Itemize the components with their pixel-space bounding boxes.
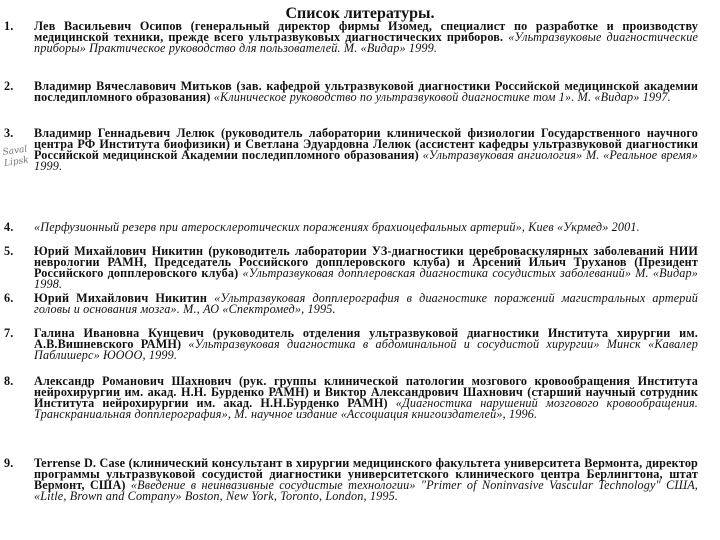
reference-number: 9. (4, 456, 14, 470)
reference-item (4, 291, 699, 317)
reference-authors: Владимир Вячеславович Митьков (зав. кафедрой ультразвуковой диагностики Российской медицинской академии последипломного образования) (34, 79, 698, 105)
reference-number: 1. (4, 19, 14, 33)
reference-authors: Юрий Михайлович Никитин (34, 291, 215, 305)
reference-work: «Ультразвуковая диагностика в абдоминальной и сосудистой хирургии» Минск «Кавалер Паблишерс» ЮООО, 1999. (34, 337, 698, 363)
reference-item (4, 220, 698, 234)
reference-authors: Юрий Михайлович Никитин (руководитель лаборатории УЗ-диагностики цереброваскулярных заболеваний НИИ неврологии РАМН, Председатель Российского допплеровского клуба) и Арсений Ильич Труханов (Президент Российского допплеровского клуба) (34, 244, 698, 281)
page-title: Список литературы. (285, 5, 435, 22)
margin-note-line: Saval (2, 144, 29, 158)
reference-number: 4. (4, 220, 14, 234)
reference-item (4, 19, 698, 56)
reference-item (4, 456, 699, 504)
reference-item (4, 326, 698, 363)
reference-item (4, 374, 698, 422)
reference-number: 3. (4, 126, 14, 140)
reference-work: «Диагностика нарушений мозгового кровообращения. Транскраниальная допплерография», М. научное издание «Ассоциация книгоиздателей», 1996. (34, 396, 698, 422)
reference-work: «Перфузионный резерв при атеросклеротических поражениях брахиоцефальных артерий», Киев «Укрмед» 2001. (34, 220, 640, 234)
reference-number: 5. (4, 244, 14, 258)
reference-work: «Ультразвуковая ангиология» М. «Реальное время» 1999. (34, 148, 698, 174)
reference-number: 7. (4, 326, 14, 340)
reference-number: 2. (4, 79, 14, 93)
reference-authors: Владимир Геннадьевич Лелюк (руководитель лаборатории клинической физиологии Государственного научного центра РФ Института биофизики) и Светлана Эдуардовна Лелюк (ассистент кафедры ультразвуковой диагностики Российской медицинской Академии последипломного образования) (34, 126, 698, 163)
reference-work: «Ультразвуковая допплерография в диагностике поражений магистральных артерий головы и основания мозга». М., АО «Спектромед», 1995. (34, 291, 699, 317)
reference-work: «Введение в неинвазивные сосудистые технологии» "Primer of Noninvasive Vascular Technology" США, «Litle, Brown and Company» Boston, New York, Toronto, London, 1995. (34, 478, 699, 504)
reference-authors: Александр Романович Шахнович (рук. группы клинической патологии мозгового кровообращения Института нейрохирургии им. акад. Н.Н. Бурденко РАМН) и Виктор Александрович Шахнович (старший научный сотрудник Института нейрохирургии им. акад. Н.Н.Бурденко РАМН) (34, 374, 698, 411)
reference-authors: Terrense D. Case (клинический консультант в хирургии медицинского факультета университета Вермонта, директор программы ультразвуковой сосудистой диагностики университетского клинического центра Берлингтона, штат Вермонт, США) (34, 456, 698, 493)
margin-note-line: Lipsk (3, 155, 30, 169)
handwritten-margin-note (2, 145, 30, 170)
reference-number: 6. (4, 291, 14, 305)
reference-authors: Лев Васильевич Осипов (генеральный директор фирмы Изомед, специалист по разработке и производству медицинской техники, прежде всего ультразвуковых диагностических приборов. (34, 19, 698, 45)
reference-number: 8. (4, 374, 14, 388)
reference-work: «Ультразвуковые диагностические приборы» Практическое руководство для пользователей. М. «Видар» 1999. (34, 30, 698, 56)
reference-item (4, 79, 698, 105)
reference-work: «Клиническое руководство по ультразвуковой диагностике том 1». М. «Видар» 1997. (213, 90, 671, 105)
reference-item (4, 244, 699, 292)
reference-authors: Галина Ивановна Кунцевич (руководитель отделения ультразвуковой диагностики Института хирургии им. А.В.Вишневского РАМН) (34, 326, 698, 352)
reference-work: «Ультразвуковая допплеровская диагностика сосудистых заболеваний» М. «Видар» 1998. (34, 266, 699, 292)
